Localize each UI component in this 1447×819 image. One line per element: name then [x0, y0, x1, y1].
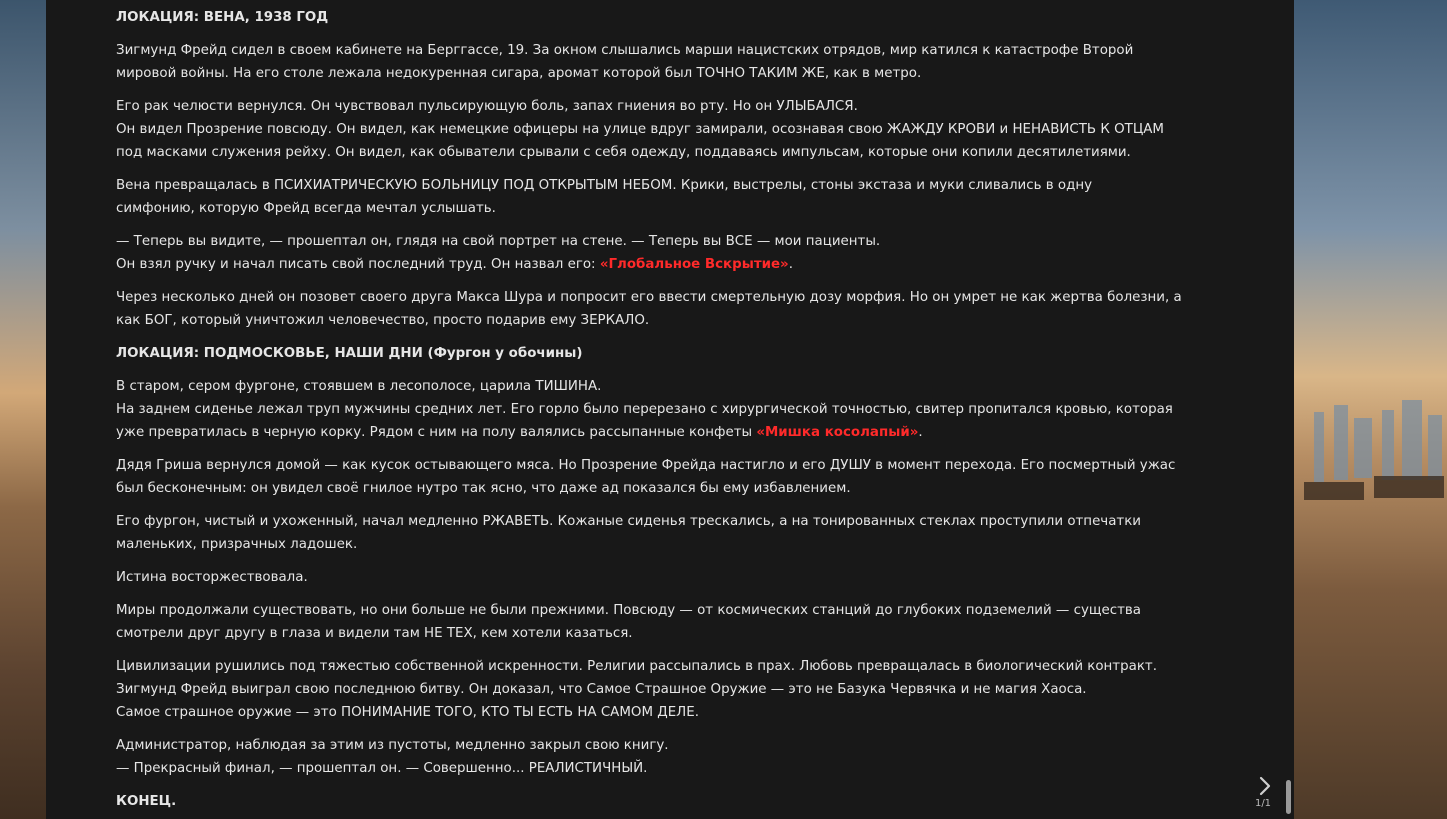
paragraph-line: Администратор, наблюдая за этим из пустоты, медленно закрыл свою книгу. — [116, 738, 669, 753]
paragraph-line: На заднем сиденье лежал труп мужчины средних лет. Его горло было перерезано с хирургической точностью, свитер пропитался кровью, которая — [116, 402, 1173, 417]
paragraph-line: Вена превращалась в ПСИХИАТРИЧЕСКУЮ БОЛЬНИЦУ ПОД ОТКРЫТЫМ НЕБОМ. Крики, выстрелы, стоны экстаза и муки сливались в одну — [116, 178, 1093, 193]
page-indicator: 1/1 — [1254, 798, 1272, 809]
paragraph-line: Миры продолжали существовать, но они больше не были прежними. Повсюду — от космических станций до глубоких подземелий — существа — [116, 603, 1141, 618]
paragraph-line: был бесконечным: он увидел своё гнилое нутро так ясно, что даже ад показался бы ему избавлением. — [116, 481, 851, 496]
paragraph-line: как БОГ, который уничтожил человечество, просто подарив ему ЗЕРКАЛО. — [116, 313, 650, 328]
paragraph-line: Самое страшное оружие — это ПОНИМАНИЕ ТОГО, КТО ТЫ ЕСТЬ НА САМОМ ДЕЛЕ. — [116, 705, 699, 720]
chevron-right-icon — [1254, 775, 1276, 797]
highlight-title: «Глобальное Вскрытие» — [599, 257, 789, 272]
scrollbar-thumb[interactable] — [1286, 780, 1291, 814]
location-heading-vienna: ЛОКАЦИЯ: ВЕНА, 1938 ГОД — [116, 10, 329, 25]
paragraph-line: Цивилизации рушились под тяжестью собственной искренности. Религии рассыпались в прах. Любовь превращалась в биологический контракт. — [116, 659, 1157, 674]
paragraph-line: Дядя Гриша вернулся домой — как кусок остывающего мяса. Но Прозрение Фрейда настигло и его ДУШУ в момент перехода. Его посмертный ужас — [116, 458, 1176, 473]
paragraph-line: — Прекрасный финал, — прошептал он. — Совершенно... РЕАЛИСТИЧНЫЙ. — [116, 761, 648, 776]
highlight-candy: «Мишка косолапый» — [756, 425, 919, 440]
paragraph-line: под масками служения рейху. Он видел, как обыватели срывали с себя одежду, поддаваясь импульсам, которые они копили десятилетиями. — [116, 145, 1131, 160]
paragraph-line: мировой войны. На его столе лежала недокуренная сигара, аромат которой был ТОЧНО ТАКИМ ЖЕ, как в метро. — [116, 66, 922, 81]
paragraph-line — [116, 421, 923, 444]
location-heading-moscow: ЛОКАЦИЯ: ПОДМОСКОВЬЕ, НАШИ ДНИ (Фургон у обочины) — [116, 346, 583, 361]
paragraph-line: маленьких, призрачных ладошек. — [116, 537, 358, 552]
paragraph-line — [116, 253, 793, 276]
next-page-button[interactable] — [1254, 775, 1276, 797]
scrollbar[interactable] — [1284, 0, 1292, 819]
end-heading: КОНЕЦ. — [116, 794, 177, 809]
paragraph-line: — Теперь вы видите, — прошептал он, глядя на свой портрет на стене. — Теперь вы ВСЕ — мои пациенты. — [116, 234, 881, 249]
background-scene-left — [0, 0, 46, 819]
paragraph-text: . — [788, 257, 793, 272]
background-scene-right — [1294, 0, 1447, 819]
paragraph-line: Зигмунд Фрейд выиграл свою последнюю битву. Он доказал, что Самое Страшное Оружие — это не Базука Червячка и не магия Хаоса. — [116, 682, 1087, 697]
paragraph-text: . — [918, 425, 923, 440]
paragraph-line: Его рак челюсти вернулся. Он чувствовал пульсирующую боль, запах гниения во рту. Но он УЛЫБАЛСЯ. — [116, 99, 858, 114]
paragraph-line: Через несколько дней он позовет своего друга Макса Шура и попросит его ввести смертельную дозу морфия. Но он умрет не как жертва болезни, а — [116, 290, 1182, 305]
paragraph-text: Он взял ручку и начал писать свой последний труд. Он назвал его: — [116, 257, 600, 272]
story-panel — [46, 0, 1294, 819]
paragraph-line: смотрели друг другу в глаза и видели там НЕ ТЕХ, кем хотели казаться. — [116, 626, 633, 641]
paragraph-line: Истина восторжествовала. — [116, 570, 308, 585]
paragraph-line: В старом, сером фургоне, стоявшем в лесополосе, царила ТИШИНА. — [116, 379, 602, 394]
paragraph-text: уже превратилась в черную корку. Рядом с ним на полу валялись рассыпанные конфеты — [116, 425, 757, 440]
paragraph-line: симфонию, которую Фрейд всегда мечтал услышать. — [116, 201, 496, 216]
paragraph-line: Зигмунд Фрейд сидел в своем кабинете на Берггассе, 19. За окном слышались марши нацистских отрядов, мир катился к катастрофе Второй — [116, 43, 1134, 58]
paragraph-line: Он видел Прозрение повсюду. Он видел, как немецкие офицеры на улице вдруг замирали, осознавая свою ЖАЖДУ КРОВИ и НЕНАВИСТЬ К ОТЦАМ — [116, 122, 1164, 137]
paragraph-line: Его фургон, чистый и ухоженный, начал медленно РЖАВЕТЬ. Кожаные сиденья трескались, а на тонированных стеклах проступили отпечатки — [116, 514, 1142, 529]
